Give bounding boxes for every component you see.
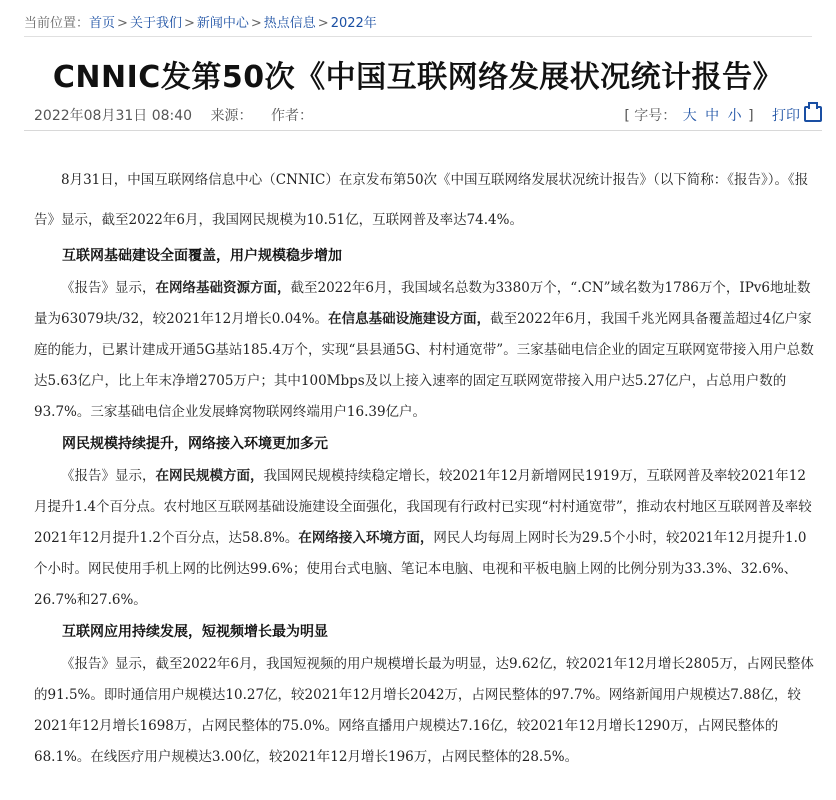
- article-body: [34, 160, 816, 773]
- breadcrumb-divider: [24, 36, 812, 37]
- section-paragraph: 《报告》显示，截至2022年6月，我国短视频的用户规模增长最为明显，达9.62亿，较2021年12月增长2805万，占网民整体的91.5%。即时通信用户规模达10.27亿，较2021年12月增长2042万，占网民整体的97.7%。网络新闻用户规模达7.88亿，较2021年12月增长1698万，占网民整体的75.0%。网络直播用户规模达7.16亿，较2021年12月增长1290万，占网民整体的68.1%。在线医疗用户规模达3.00亿，较2021年12月增长196万，占网民整体的28.5%。: [34, 656, 814, 765]
- author-label: 作者：: [270, 108, 313, 124]
- text-run: 截至2022年6月，我国千兆光网具备覆盖超过4亿户家庭的能力，已累计建成开通5G基站185.4万个，实现“县县通5G、村村通宽带”。三家基础电信企业的固定互联网宽带接入用户总数达5.63亿户，比上年末净增2705万户；其中100Mbps及以上接入速率的固定互联网宽带接入用户达5.27亿户，占总用户数的93.7%。三家基础电信企业发展蜂窝物联网终端用户16.39亿户。: [34, 311, 814, 420]
- breadcrumb-link-about[interactable]: 关于我们: [129, 16, 182, 31]
- section-heading: 互联网基础建设全面覆盖，用户规模稳步增加: [62, 248, 342, 264]
- print-button[interactable]: [772, 108, 822, 124]
- text-run: 《报告》显示，: [61, 468, 156, 484]
- text-run: 网民人均每周上网时长为29.5个小时，较2021年12月提升1.0个小时。网民使用手机上网的比例达99.6%；使用台式电脑、笔记本电脑、电视和平板电脑上网的比例分别为33.3%、32.6%、26.7%和27.6%。: [34, 530, 807, 608]
- bold-run: 在网络基础资源方面，: [155, 280, 291, 296]
- printer-icon: [804, 106, 822, 122]
- section-heading: 互联网应用持续发展，短视频增长最为明显: [62, 624, 328, 640]
- text-run: 《报告》显示，: [61, 280, 156, 296]
- font-size-medium-button[interactable]: 中: [705, 108, 720, 124]
- breadcrumb-link-year[interactable]: 2022年: [330, 16, 377, 31]
- text-run: 截至2022年6月，我国域名总数为3380万个，“.CN”域名数为1786万个，IPv6地址数量为63079块/32，较2021年12月增长0.04%。: [34, 280, 811, 327]
- font-size-label-close: ]: [748, 108, 754, 124]
- font-size-small-button[interactable]: 小: [727, 108, 742, 124]
- breadcrumb-separator: >: [183, 16, 195, 31]
- section-paragraph: [34, 461, 816, 616]
- text-run: 我国网民规模持续稳定增长，较2021年12月新增网民1919万，互联网普及率较2021年12月提升1.4个百分点。农村地区互联网基础设施建设全面强化，我国现有行政村已实现“村村通宽带”，推动农村地区互联网普及率较2021年12月提升1.2个百分点，达58.8%。: [34, 468, 812, 546]
- breadcrumb-prefix: 当前位置：: [24, 16, 90, 31]
- font-size-large-button[interactable]: 大: [682, 108, 697, 124]
- breadcrumb-separator: >: [317, 16, 329, 31]
- font-size-label: [ 字号：: [624, 108, 677, 124]
- source-label: 来源：: [210, 108, 253, 124]
- article-meta: [34, 105, 822, 123]
- breadcrumb-separator: >: [117, 16, 128, 31]
- breadcrumb-link-hot[interactable]: 热点信息: [263, 16, 316, 31]
- section-heading: 网民规模持续提升，网络接入环境更加多元: [62, 436, 328, 452]
- bold-run: 在网络接入环境方面，: [298, 530, 434, 546]
- bold-run: 在信息基础设施建设方面，: [328, 311, 491, 327]
- meta-divider: [24, 130, 822, 131]
- article-title: CNNIC发第50次《中国互联网络发展状况统计报告》: [52, 60, 784, 95]
- bold-run: 在网民规模方面，: [155, 468, 264, 484]
- print-label: 打印: [772, 108, 800, 124]
- breadcrumb-link-home[interactable]: 首页: [89, 16, 116, 31]
- article-tools: [624, 105, 822, 125]
- breadcrumb: [24, 12, 377, 31]
- section-paragraph: [34, 273, 816, 428]
- breadcrumb-separator: >: [250, 16, 262, 31]
- article-intro: 8月31日，中国互联网络信息中心（CNNIC）在京发布第50次《中国互联网络发展状况统计报告》（以下简称：《报告》）。《报告》显示，截至2022年6月，我国网民规模为10.51亿，互联网普及率达74.4%。: [34, 172, 809, 228]
- breadcrumb-link-news[interactable]: 新闻中心: [196, 16, 249, 31]
- publish-datetime: 2022年08月31日 08:40: [34, 108, 193, 124]
